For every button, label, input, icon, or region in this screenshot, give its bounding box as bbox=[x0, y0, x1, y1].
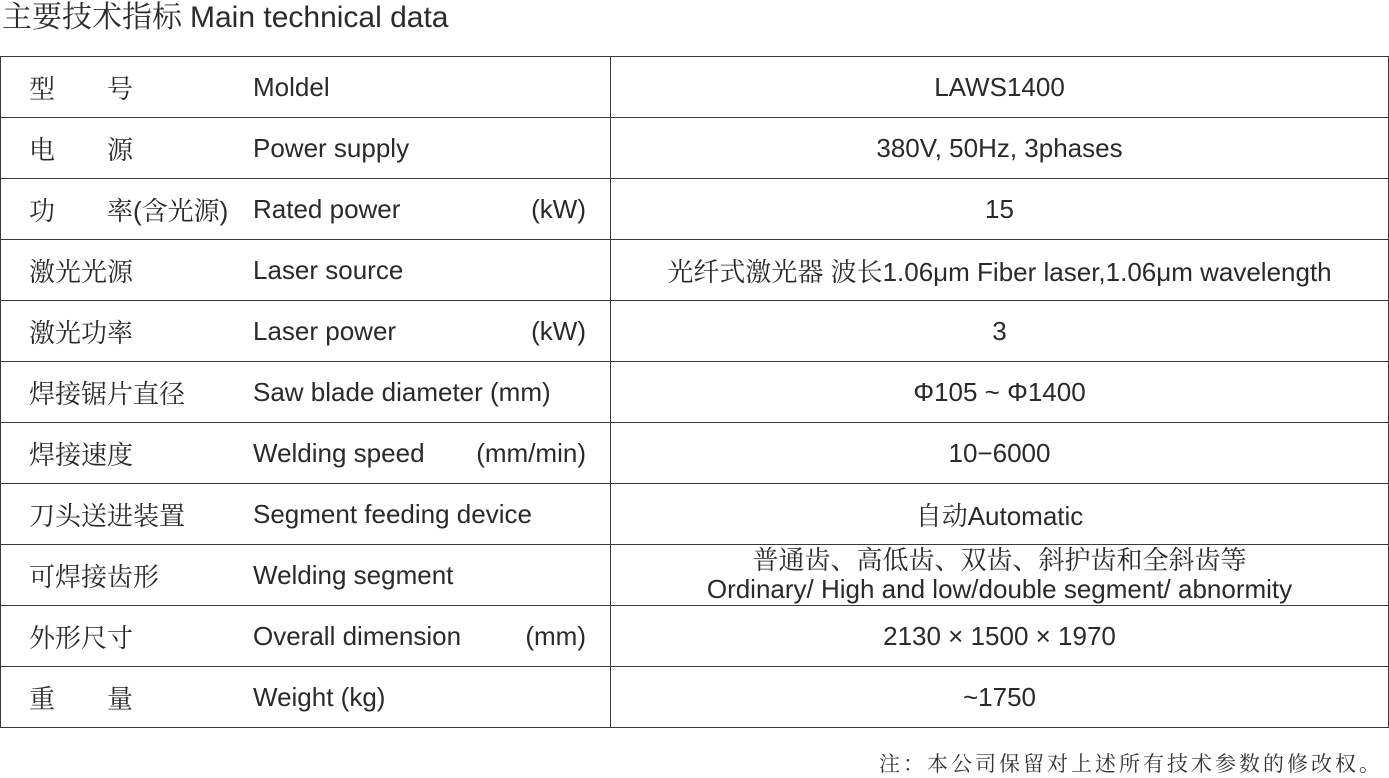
cn-label: 激光光源 bbox=[29, 256, 134, 287]
table-row bbox=[1, 118, 1389, 179]
value-cell: 自动Automatic bbox=[611, 484, 1389, 545]
en-label: Power supply bbox=[253, 132, 410, 163]
value-cell: 15 bbox=[611, 179, 1389, 240]
en-label: Moldel bbox=[253, 71, 330, 102]
label-cell bbox=[1, 301, 611, 362]
cn-label: 外形尺寸 bbox=[29, 622, 134, 653]
value-cell: ~1750 bbox=[611, 667, 1389, 728]
unit-label: (kW) bbox=[531, 315, 586, 346]
value-cell bbox=[611, 545, 1389, 606]
cn-label: 刀头送进装置 bbox=[29, 500, 186, 531]
cn-label: 功 率(含光源) bbox=[29, 195, 229, 226]
value-cell: 2130 × 1500 × 1970 bbox=[611, 606, 1389, 667]
label-cell bbox=[1, 484, 611, 545]
value-cell: 光纤式激光器 波长1.06μm Fiber laser,1.06μm wavelength bbox=[611, 240, 1389, 301]
en-label: Welding segment bbox=[253, 559, 454, 590]
spec-table bbox=[0, 56, 1389, 728]
en-label: Overall dimension bbox=[253, 620, 462, 651]
value-line-en: Ordinary/ High and low/double segment/ abnormity bbox=[706, 574, 1293, 604]
en-label: Welding speed bbox=[253, 437, 425, 468]
table-row bbox=[1, 545, 1389, 606]
value-cell: 10−6000 bbox=[611, 423, 1389, 484]
cn-label: 型 号 bbox=[29, 73, 134, 104]
label-cell bbox=[1, 362, 611, 423]
label-cell bbox=[1, 179, 611, 240]
label-cell bbox=[1, 606, 611, 667]
en-label: Rated power bbox=[253, 193, 401, 224]
unit-label: (mm) bbox=[525, 620, 586, 651]
cn-label: 可焊接齿形 bbox=[29, 561, 160, 592]
table-row bbox=[1, 484, 1389, 545]
value-cell: 3 bbox=[611, 301, 1389, 362]
footnote: 注：本公司保留对上述所有技术参数的修改权。 bbox=[879, 752, 1383, 776]
table-row bbox=[1, 423, 1389, 484]
label-cell bbox=[1, 118, 611, 179]
page-title-cn: 主要技术指标 bbox=[2, 1, 182, 34]
unit-label: (kW) bbox=[531, 193, 586, 224]
cn-label: 激光功率 bbox=[29, 317, 134, 348]
cn-label: 焊接锯片直径 bbox=[29, 378, 186, 409]
table-row bbox=[1, 606, 1389, 667]
label-cell bbox=[1, 423, 611, 484]
cn-label: 电 源 bbox=[29, 134, 134, 165]
en-label: Saw blade diameter (mm) bbox=[253, 376, 551, 407]
en-label: Segment feeding device bbox=[253, 498, 532, 529]
page-title bbox=[2, 0, 449, 36]
value-line-cn: 普通齿、高低齿、双齿、斜护齿和全斜齿等 bbox=[752, 545, 1247, 575]
value-cell: LAWS1400 bbox=[611, 57, 1389, 118]
table-row bbox=[1, 240, 1389, 301]
value-cell: 380V, 50Hz, 3phases bbox=[611, 118, 1389, 179]
en-label: Weight (kg) bbox=[253, 681, 386, 712]
label-cell bbox=[1, 240, 611, 301]
cn-label: 重 量 bbox=[29, 683, 134, 714]
en-label: Laser power bbox=[253, 315, 397, 346]
table-row bbox=[1, 179, 1389, 240]
cn-label: 焊接速度 bbox=[29, 439, 134, 470]
value-cell: Φ105 ~ Φ1400 bbox=[611, 362, 1389, 423]
unit-label: (mm/min) bbox=[476, 437, 586, 468]
label-cell bbox=[1, 667, 611, 728]
table-row bbox=[1, 667, 1389, 728]
table-row bbox=[1, 301, 1389, 362]
table-row bbox=[1, 362, 1389, 423]
en-label: Laser source bbox=[253, 254, 404, 285]
table-row bbox=[1, 57, 1389, 118]
label-cell bbox=[1, 57, 611, 118]
label-cell bbox=[1, 545, 611, 606]
page-title-en: Main technical data bbox=[190, 1, 449, 34]
